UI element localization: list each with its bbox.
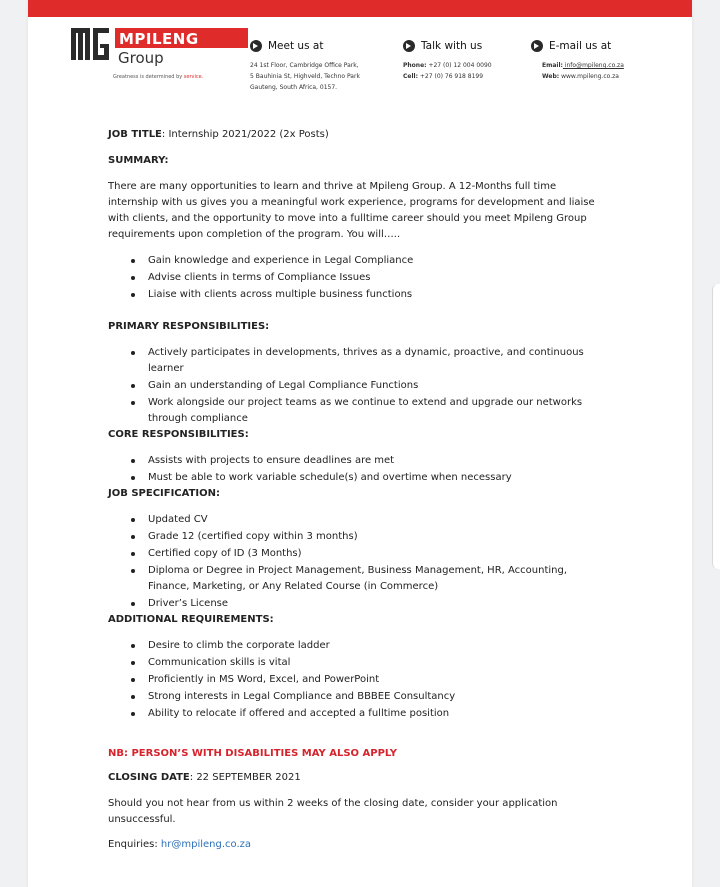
primary-heading: PRIMARY RESPONSIBILITIES: [108,321,270,332]
meet-title: Meet us at [268,40,324,52]
phone-label: Phone: [403,62,427,69]
bullet-dot [131,476,135,480]
closing-label: CLOSING DATE [108,772,190,783]
address-line-2: 5 Bauhinia St, Highveld, Techno Park [250,73,360,80]
bullet-dot [131,552,135,556]
phone-number[interactable]: +27 (0) 12 004 0090 [426,62,492,69]
logo-tagline [113,74,203,80]
spec-bullet: Certified copy of ID (3 Months) [148,548,302,559]
primary-bullet-cont: learner [148,363,184,374]
core-bullet: Assists with projects to ensure deadlines are met [148,455,395,466]
disability-notice: NB: PERSON’S WITH DISABILITIES MAY ALSO APPLY [108,748,397,759]
additional-bullet: Ability to relocate if offered and accepted a fulltime position [148,708,450,719]
primary-bullet: Work alongside our project teams as we continue to extend and upgrade our networks [148,397,583,408]
email-link[interactable]: info@mpileng.co.za [562,62,624,69]
logo-name: MPILENG [114,27,249,49]
core-heading: CORE RESPONSIBILITIES: [108,429,249,440]
bullet-dot [131,602,135,606]
bullet-dot [131,518,135,522]
cell-label: Cell: [403,73,418,80]
contact-talk [403,38,492,82]
contact-email [531,38,624,82]
tagline-text: Greatness is determined by [113,74,184,80]
talk-title: Talk with us [421,40,483,52]
arrow-right-icon [403,40,415,52]
email-title: E-mail us at [549,40,612,52]
spec-bullet-cont: Finance, Marketing, or Any Related Course (in Commerce) [148,581,439,592]
email-label: Email: [542,62,563,69]
bullet-dot [131,459,135,463]
enquiries-label: Enquiries: [108,839,161,850]
arrow-right-icon [250,40,262,52]
web-link[interactable]: www.mpileng.co.za [559,73,619,80]
bullet-dot [131,644,135,648]
outcome-line: Should you not hear from us within 2 weeks of the closing date, consider your application [108,798,558,809]
summary-line: There are many opportunities to learn and thrive at Mpileng Group. A 12-Months full time [108,181,557,192]
closing-date-line [108,771,301,785]
primary-bullet: Gain an understanding of Legal Compliance Functions [148,380,419,391]
summary-line: internship with us gives you a meaningful work experience, programs for development and liaise [108,197,595,208]
address-line-1: 24 1st Floor, Cambridge Office Park, [250,62,359,69]
top-red-bar [28,0,692,17]
spec-bullet: Driver’s License [148,598,229,609]
additional-bullet: Communication skills is vital [148,657,291,668]
bullet-dot [131,276,135,280]
additional-bullet: Proficiently in MS Word, Excel, and PowerPoint [148,674,380,685]
bullet-dot [131,535,135,539]
summary-bullet: Gain knowledge and experience in Legal Compliance [148,255,414,266]
logo-mark-icon [70,27,112,61]
tagline-accent: service. [183,74,204,80]
summary-line: with clients, and the opportunity to move into a fulltime career should you meet Mpileng Group [108,213,587,224]
summary-bullet: Advise clients in terms of Compliance Issues [148,272,371,283]
enquiries-line [108,838,251,852]
address-line-3: Gauteng, South Africa, 0157. [250,84,338,91]
summary-heading: SUMMARY: [108,155,169,166]
enquiries-email-link[interactable]: hr@mpileng.co.za [160,839,252,850]
primary-bullet: Actively participates in developments, thrives as a dynamic, proactive, and continuous [148,347,584,358]
bullet-dot [131,401,135,405]
web-label: Web: [542,73,560,80]
core-bullet: Must be able to work variable schedule(s) and overtime when necessary [148,472,512,483]
bullet-dot [131,293,135,297]
bullet-dot [131,678,135,682]
bullet-dot [131,695,135,699]
additional-heading: ADDITIONAL REQUIREMENTS: [108,614,274,625]
job-title-label: JOB TITLE [108,129,162,140]
bullet-dot [131,661,135,665]
spec-bullet: Diploma or Degree in Project Management, Business Management, HR, Accounting, [148,565,568,576]
spec-heading: JOB SPECIFICATION: [108,488,221,499]
additional-bullet: Desire to climb the corporate ladder [148,640,330,651]
spec-bullet: Grade 12 (certified copy within 3 months) [148,531,358,542]
outcome-line: unsuccessful. [108,814,176,825]
job-title-line [108,128,329,142]
bullet-dot [131,569,135,573]
closing-value: : 22 SEPTEMBER 2021 [189,772,301,783]
contact-meet [250,38,360,93]
bullet-dot [131,351,135,355]
bullet-dot [131,259,135,263]
bullet-dot [131,384,135,388]
primary-bullet-cont: through compliance [148,413,248,424]
additional-bullet: Strong interests in Legal Compliance and BBBEE Consultancy [148,691,456,702]
arrow-right-icon [531,40,543,52]
bullet-dot [131,712,135,716]
job-title-value: : Internship 2021/2022 (2x Posts) [161,129,329,140]
summary-bullet: Liaise with clients across multiple business functions [148,289,413,300]
cell-number[interactable]: +27 (0) 76 918 8199 [418,73,484,80]
spec-bullet: Updated CV [148,514,208,525]
side-scroll-handle[interactable] [712,284,720,569]
logo-group-text: Group [118,49,164,67]
document-page [28,0,692,887]
summary-line: requirements upon completion of the program. You will….. [108,229,401,240]
